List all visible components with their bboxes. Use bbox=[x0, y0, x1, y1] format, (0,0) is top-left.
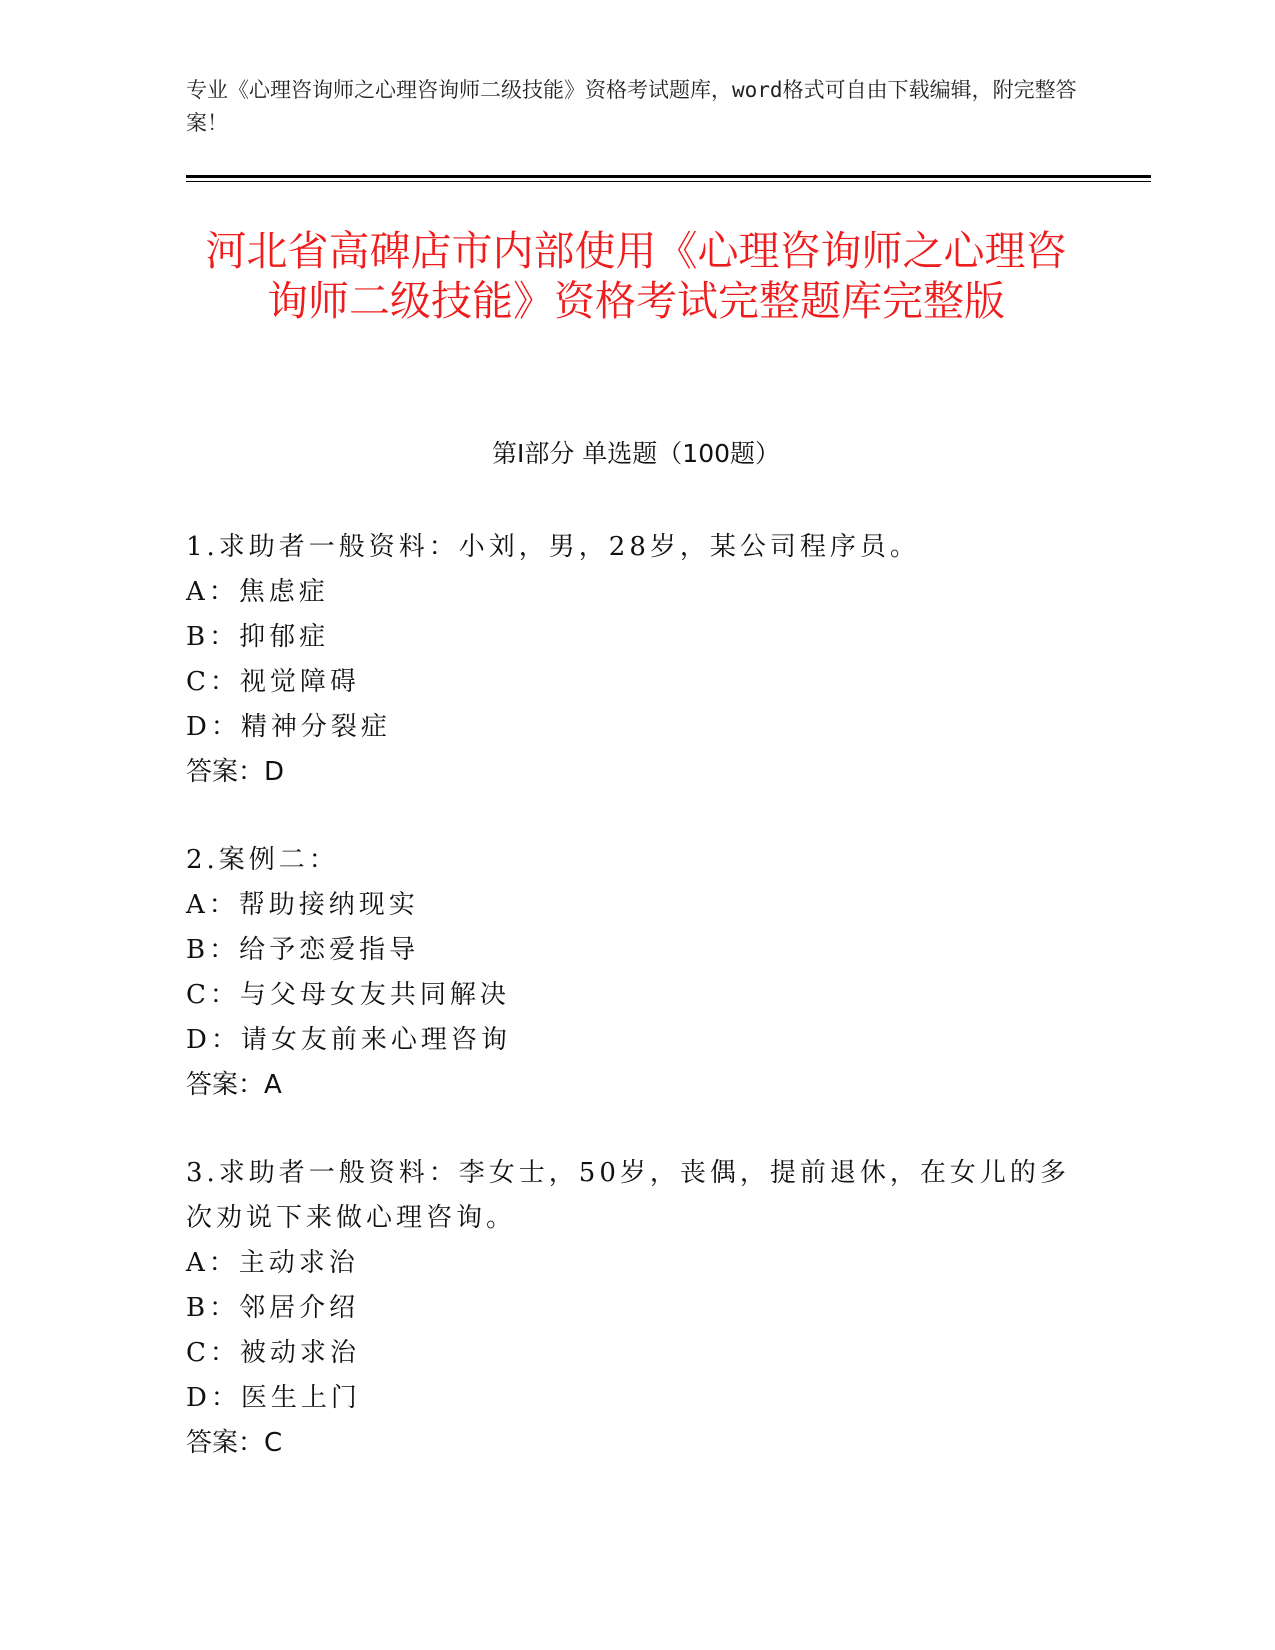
question-item bbox=[186, 525, 1086, 795]
question-stem: 2.案例二： bbox=[186, 845, 339, 875]
option-c: C：被动求治 bbox=[186, 1338, 360, 1368]
header-divider-thick bbox=[186, 175, 1151, 178]
section-heading: 第Ⅰ部分 单选题（100题） bbox=[491, 439, 781, 468]
document-title: 河北省高碑店市内部使用《心理咨询师之心理咨询师二级技能》资格考试完整题库完整版 bbox=[205, 227, 1067, 325]
header-note: 专业《心理咨询师之心理咨询师二级技能》资格考试题库，word格式可自由下载编辑，附完整答案！ bbox=[186, 78, 1077, 135]
answer-line: 答案：C bbox=[186, 1428, 283, 1458]
option-b: B：邻居介绍 bbox=[186, 1293, 360, 1323]
question-list bbox=[186, 525, 1086, 1509]
question-stem: 3.求助者一般资料：李女士，50岁，丧偶，提前退休，在女儿的多次劝说下来做心理咨询。 bbox=[186, 1158, 1070, 1233]
option-c: C：视觉障碍 bbox=[186, 667, 360, 697]
question-stem: 1.求助者一般资料：小刘，男，28岁，某公司程序员。 bbox=[186, 532, 920, 562]
answer-line: 答案：D bbox=[186, 757, 285, 787]
question-item bbox=[186, 838, 1086, 1108]
option-b: B：抑郁症 bbox=[186, 622, 330, 652]
option-c: C：与父母女友共同解决 bbox=[186, 980, 510, 1010]
option-d: D：医生上门 bbox=[186, 1383, 361, 1413]
answer-line: 答案：A bbox=[186, 1070, 282, 1100]
option-d: D：精神分裂症 bbox=[186, 712, 391, 742]
option-a: A：帮助接纳现实 bbox=[186, 890, 419, 920]
question-item bbox=[186, 1151, 1086, 1466]
option-a: A：主动求治 bbox=[186, 1248, 359, 1278]
header-divider-thin bbox=[186, 181, 1151, 182]
option-d: D：请女友前来心理咨询 bbox=[186, 1025, 511, 1055]
option-b: B：给予恋爱指导 bbox=[186, 935, 420, 965]
option-a: A：焦虑症 bbox=[186, 577, 329, 607]
